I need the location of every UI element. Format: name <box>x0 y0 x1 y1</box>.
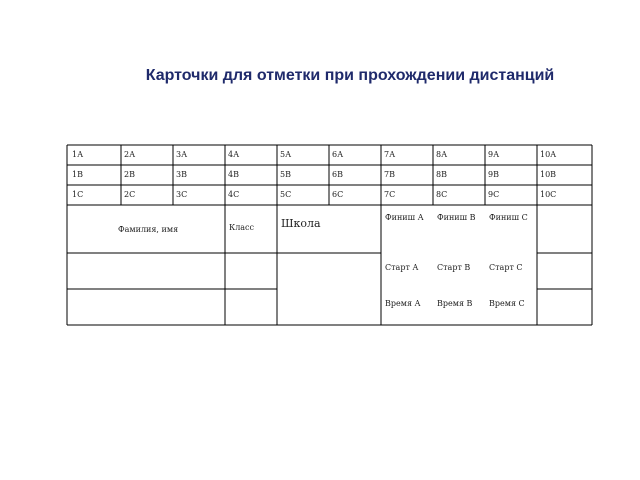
class-cell: 6С <box>332 190 344 199</box>
class-cell: 1А <box>72 150 84 159</box>
class-label: Класс <box>229 223 255 232</box>
start-c-label: Старт С <box>489 263 523 272</box>
finish-c-label: Финиш С <box>489 213 528 222</box>
class-cell: 2А <box>124 150 136 159</box>
time-c-label: Время С <box>489 299 525 308</box>
class-cell: 6В <box>332 170 343 179</box>
class-cell: 3А <box>176 150 188 159</box>
school-label: Школа <box>281 217 321 230</box>
class-cell: 8А <box>436 150 448 159</box>
finish-b-label: Финиш В <box>437 213 476 222</box>
finish-a-label: Финиш А <box>385 213 424 222</box>
start-b-label: Старт В <box>437 263 471 272</box>
class-cell: 10А <box>540 150 557 159</box>
page-title: Карточки для отметки при прохождении дистанций <box>145 67 555 84</box>
class-cell: 4В <box>228 170 239 179</box>
class-cell: 9С <box>488 190 500 199</box>
class-cell: 3С <box>176 190 188 199</box>
class-cell: 1В <box>72 170 83 179</box>
class-cell: 7А <box>384 150 396 159</box>
class-cell: 6А <box>332 150 344 159</box>
class-cell: 2С <box>124 190 136 199</box>
class-cell: 8С <box>436 190 448 199</box>
class-cell: 9В <box>488 170 499 179</box>
class-cell: 5А <box>280 150 292 159</box>
card-grid-lines <box>67 145 592 325</box>
class-cell: 10С <box>540 190 557 199</box>
class-cell: 1С <box>72 190 84 199</box>
name-label: Фамилия, имя <box>118 225 179 234</box>
class-cell: 8В <box>436 170 447 179</box>
class-cell: 9А <box>488 150 500 159</box>
start-a-label: Старт А <box>385 263 419 272</box>
class-grid <box>72 150 556 199</box>
time-a-label: Время А <box>385 299 421 308</box>
class-cell: 3В <box>176 170 187 179</box>
class-cell: 4С <box>228 190 240 199</box>
class-cell: 4А <box>228 150 240 159</box>
class-cell: 5С <box>280 190 292 199</box>
class-cell: 5В <box>280 170 291 179</box>
class-cell: 7С <box>384 190 396 199</box>
class-cell: 10В <box>540 170 557 179</box>
class-cell: 2В <box>124 170 135 179</box>
class-cell: 7В <box>384 170 395 179</box>
time-b-label: Время В <box>437 299 473 308</box>
